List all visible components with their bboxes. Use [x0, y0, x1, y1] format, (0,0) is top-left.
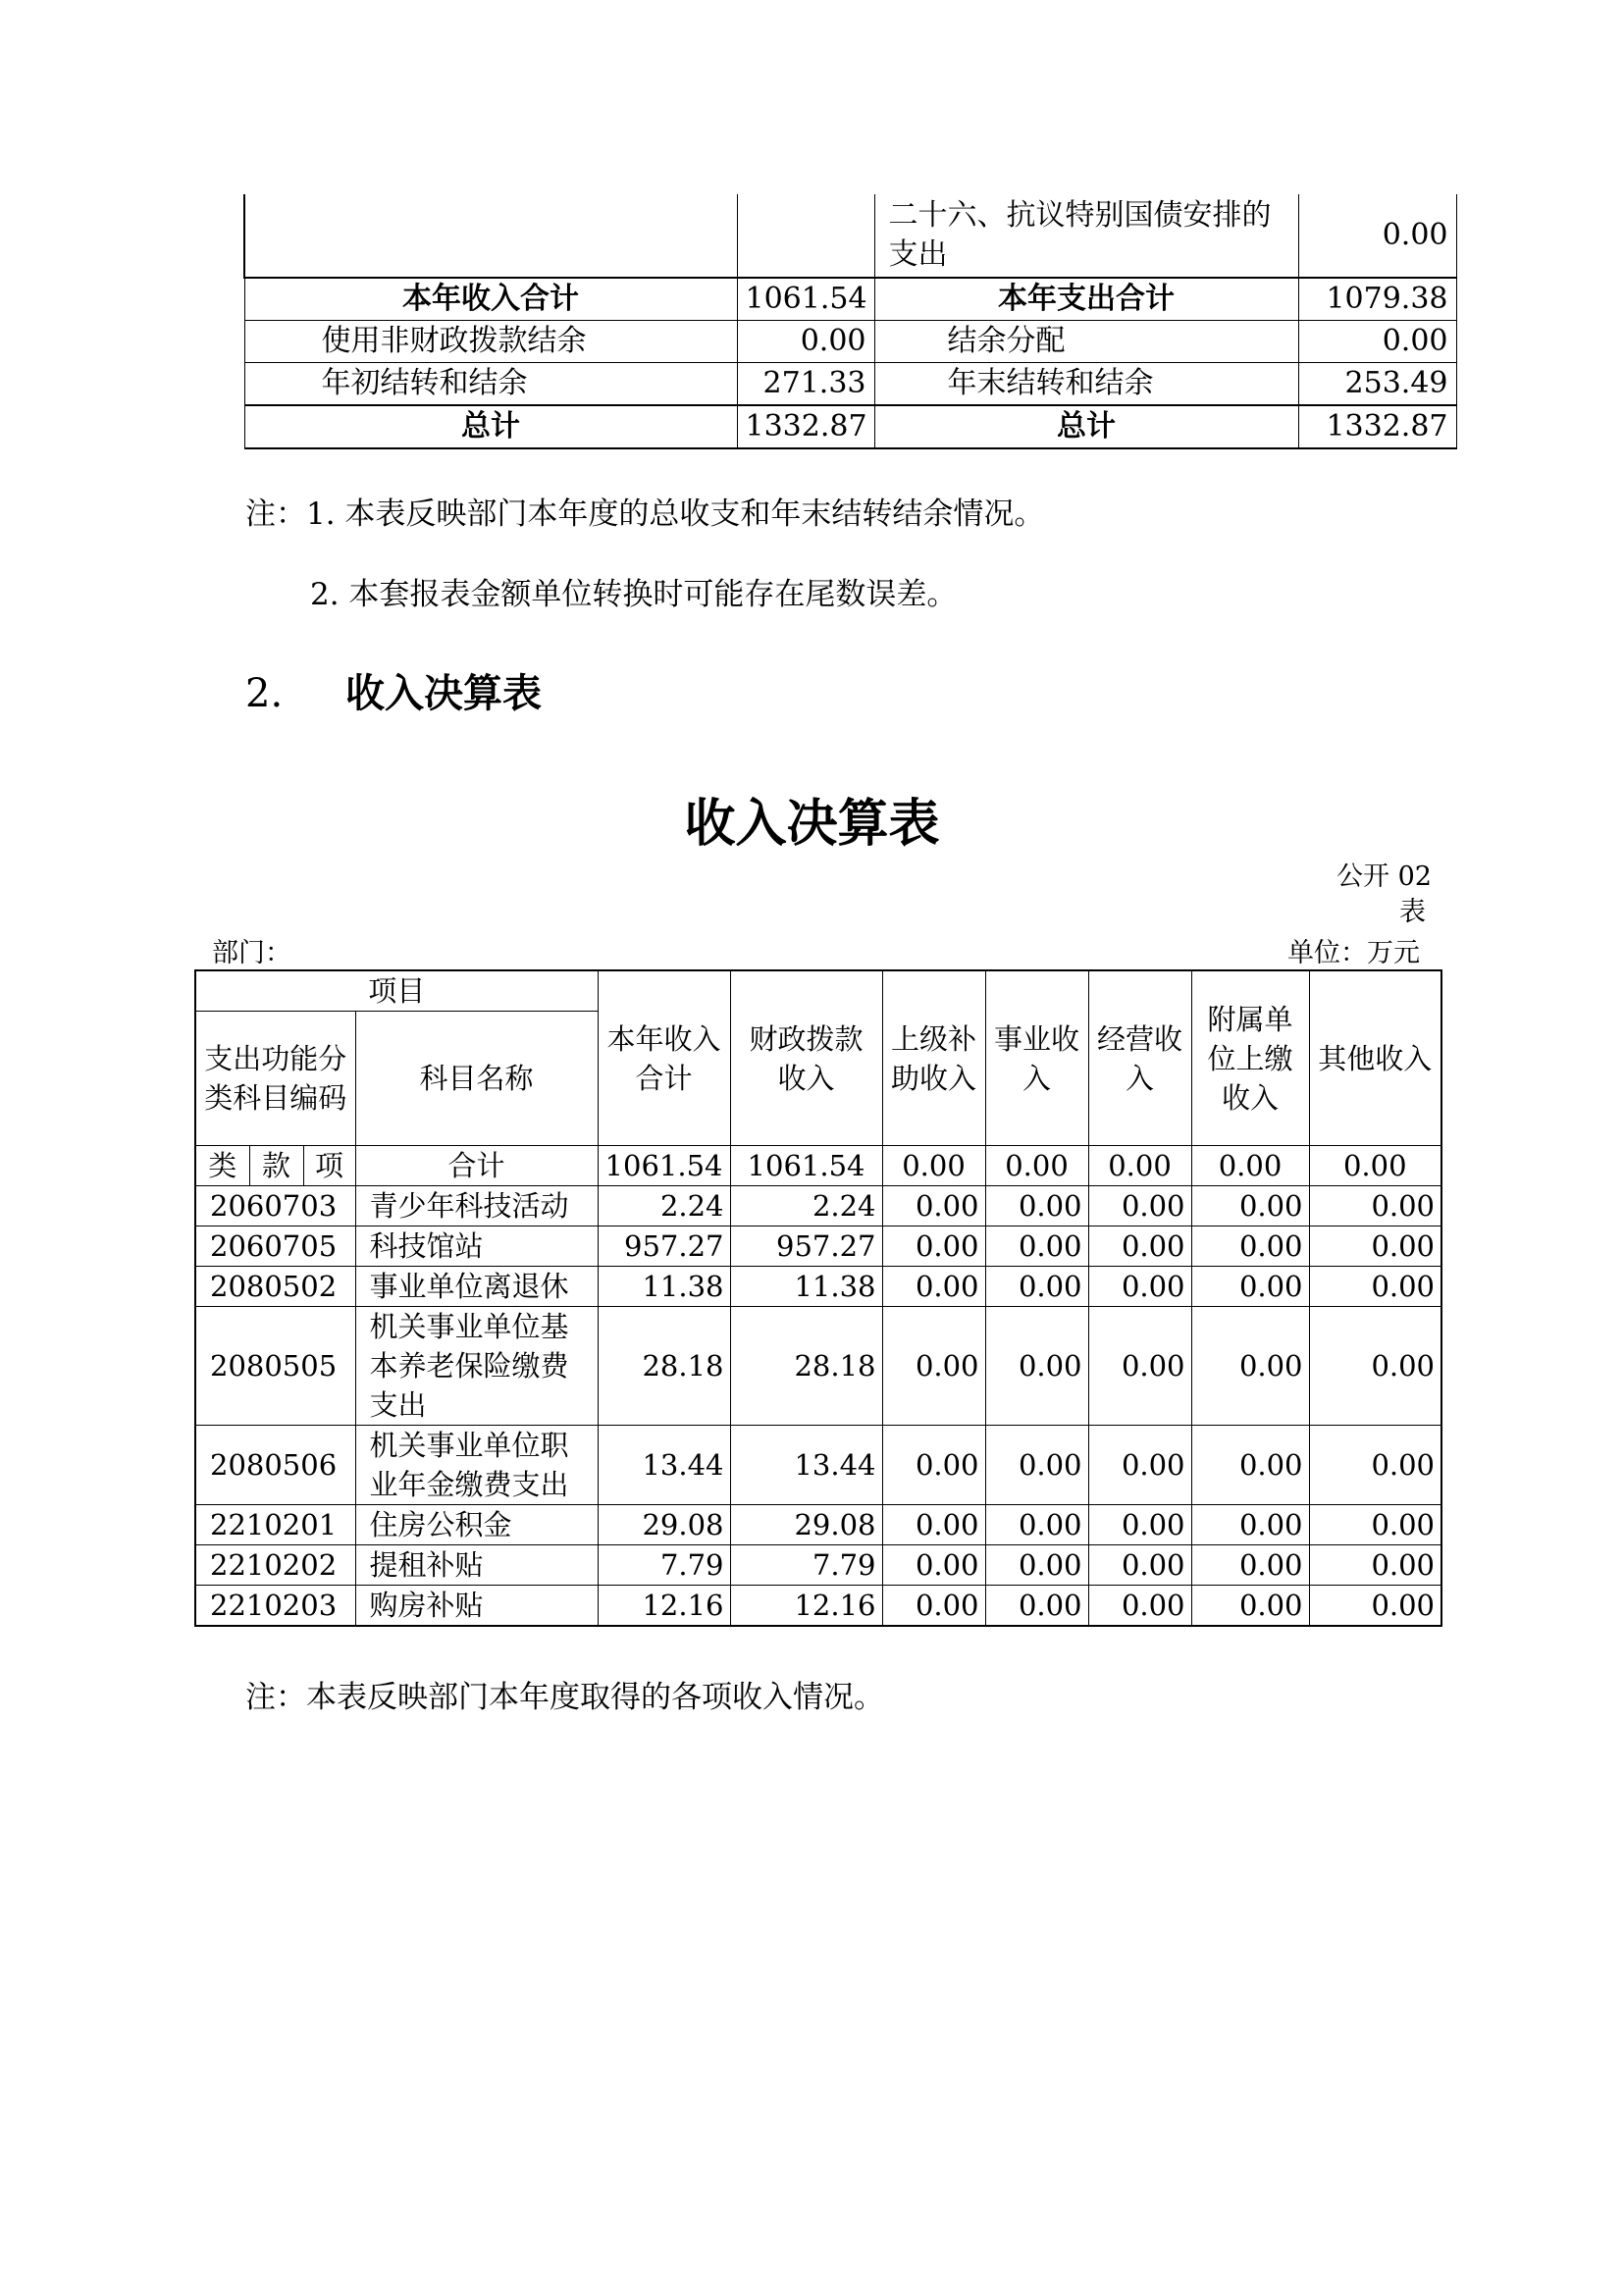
row-value: 0.00	[1088, 1505, 1191, 1545]
table-title: 收入决算表	[684, 794, 940, 854]
row-code: 2210202	[195, 1545, 355, 1586]
summary-right-value: 1332.87	[1298, 405, 1456, 448]
row-value: 0.00	[985, 1426, 1088, 1505]
sum-cell: 0.00	[1309, 1146, 1441, 1186]
row-value: 0.00	[1191, 1426, 1309, 1505]
row-value: 0.00	[985, 1226, 1088, 1267]
header-operating: 经营收入	[1088, 970, 1191, 1146]
row-value: 0.00	[1191, 1186, 1309, 1226]
summary-right-value: 0.00	[1298, 194, 1456, 278]
row-value: 0.00	[1309, 1267, 1441, 1307]
row-value: 957.27	[598, 1226, 730, 1267]
row-value: 0.00	[882, 1267, 985, 1307]
income-row	[195, 1586, 1441, 1627]
row-subject-name: 提租补贴	[355, 1545, 598, 1586]
summary-row	[244, 321, 1456, 363]
row-code: 2210203	[195, 1586, 355, 1627]
note-bottom: 注：本表反映部门本年度取得的各项收入情况。	[245, 1680, 884, 1715]
note-line-1: 注：1. 本表反映部门本年度的总收支和年末结转结余情况。	[245, 496, 1045, 532]
sum-cell: 1061.54	[730, 1146, 882, 1186]
row-value: 0.00	[1088, 1226, 1191, 1267]
row-subject-name: 青少年科技活动	[355, 1186, 598, 1226]
row-value: 2.24	[598, 1186, 730, 1226]
row-subject-name: 科技馆站	[355, 1226, 598, 1267]
row-subject-name: 机关事业单位基本养老保险缴费支出	[355, 1307, 598, 1426]
row-value: 0.00	[1309, 1426, 1441, 1505]
row-subject-name: 住房公积金	[355, 1505, 598, 1545]
income-row	[195, 1426, 1441, 1505]
row-value: 13.44	[730, 1426, 882, 1505]
row-value: 0.00	[985, 1186, 1088, 1226]
row-value: 0.00	[882, 1307, 985, 1426]
summary-row	[244, 405, 1456, 448]
header-business: 事业收入	[985, 970, 1088, 1146]
summary-left-value: 1332.87	[737, 405, 874, 448]
sum-cell: 0.00	[1088, 1146, 1191, 1186]
row-value: 0.00	[1191, 1586, 1309, 1627]
row-value: 0.00	[882, 1545, 985, 1586]
row-subject-name: 机关事业单位职业年金缴费支出	[355, 1426, 598, 1505]
row-subject-name: 事业单位离退休	[355, 1267, 598, 1307]
row-value: 0.00	[1088, 1586, 1191, 1627]
row-value: 0.00	[882, 1426, 985, 1505]
row-value: 0.00	[1309, 1186, 1441, 1226]
row-value: 0.00	[985, 1307, 1088, 1426]
header-fiscal: 财政拨款收入	[730, 970, 882, 1146]
income-row	[195, 1307, 1441, 1426]
row-code: 2080502	[195, 1267, 355, 1307]
row-value: 0.00	[1191, 1267, 1309, 1307]
section-title: 收入决算表	[345, 670, 542, 716]
summary-left-value	[737, 194, 874, 278]
row-value: 28.18	[730, 1307, 882, 1426]
row-value: 0.00	[1191, 1545, 1309, 1586]
row-value: 29.08	[598, 1505, 730, 1545]
row-value: 0.00	[1309, 1226, 1441, 1267]
header-xiang: 项	[303, 1146, 355, 1186]
income-row	[195, 1186, 1441, 1226]
summary-row	[244, 278, 1456, 321]
income-row	[195, 1505, 1441, 1545]
row-value: 0.00	[1088, 1426, 1191, 1505]
header-subject-name: 科目名称	[355, 1012, 598, 1146]
row-value: 0.00	[1088, 1267, 1191, 1307]
row-value: 12.16	[598, 1586, 730, 1627]
row-value: 0.00	[882, 1186, 985, 1226]
summary-right-value: 253.49	[1298, 363, 1456, 406]
income-table	[194, 969, 1442, 1627]
header-sum: 合计	[355, 1146, 598, 1186]
row-code: 2080505	[195, 1307, 355, 1426]
income-row	[195, 1267, 1441, 1307]
row-value: 0.00	[985, 1505, 1088, 1545]
row-code: 2060703	[195, 1186, 355, 1226]
header-lei: 类	[195, 1146, 249, 1186]
table-code-line-2: 表	[1399, 897, 1426, 927]
row-value: 0.00	[1088, 1307, 1191, 1426]
summary-left-value: 0.00	[737, 321, 874, 363]
row-subject-name: 购房补贴	[355, 1586, 598, 1627]
summary-table-body	[244, 194, 1456, 448]
header-kuan: 款	[249, 1146, 303, 1186]
row-value: 11.38	[730, 1267, 882, 1307]
header-total: 本年收入合计	[598, 970, 730, 1146]
row-value: 0.00	[1191, 1307, 1309, 1426]
row-value: 12.16	[730, 1586, 882, 1627]
header-affiliated: 附属单位上缴收入	[1191, 970, 1309, 1146]
unit-label: 单位：万元	[1287, 938, 1420, 968]
table-code-line-1: 公开 02	[1336, 861, 1432, 892]
header-project: 项目	[195, 970, 598, 1012]
summary-row	[244, 363, 1456, 406]
header-row-3	[195, 1146, 1441, 1186]
header-other: 其他收入	[1309, 970, 1441, 1146]
summary-left-label: 本年收入合计	[244, 278, 737, 321]
row-value: 7.79	[598, 1545, 730, 1586]
income-row	[195, 1226, 1441, 1267]
header-func-code: 支出功能分类科目编码	[195, 1012, 355, 1146]
summary-right-value: 1079.38	[1298, 278, 1456, 321]
sum-cell: 1061.54	[598, 1146, 730, 1186]
row-value: 28.18	[598, 1307, 730, 1426]
sum-cell: 0.00	[985, 1146, 1088, 1186]
summary-left-label	[244, 194, 737, 278]
row-value: 0.00	[985, 1545, 1088, 1586]
row-value: 0.00	[1309, 1505, 1441, 1545]
summary-right-label: 年末结转和结余	[874, 363, 1298, 406]
summary-right-label: 二十六、抗议特别国债安排的支出	[874, 194, 1298, 278]
summary-right-value: 0.00	[1298, 321, 1456, 363]
summary-right-label: 结余分配	[874, 321, 1298, 363]
header-row-1	[195, 970, 1441, 1012]
row-value: 0.00	[1309, 1586, 1441, 1627]
row-value: 2.24	[730, 1186, 882, 1226]
row-value: 0.00	[1191, 1226, 1309, 1267]
summary-left-value: 1061.54	[737, 278, 874, 321]
row-value: 0.00	[882, 1586, 985, 1627]
row-value: 0.00	[985, 1267, 1088, 1307]
header-superior: 上级补助收入	[882, 970, 985, 1146]
row-value: 0.00	[1088, 1186, 1191, 1226]
note-line-2: 2. 本套报表金额单位转换时可能存在尾数误差。	[310, 577, 958, 612]
department-label: 部门：	[212, 938, 291, 968]
summary-left-label: 总计	[244, 405, 737, 448]
row-code: 2210201	[195, 1505, 355, 1545]
row-code: 2080506	[195, 1426, 355, 1505]
row-value: 13.44	[598, 1426, 730, 1505]
summary-left-value: 271.33	[737, 363, 874, 406]
income-table-body	[195, 1186, 1441, 1627]
summary-right-label: 本年支出合计	[874, 278, 1298, 321]
row-value: 11.38	[598, 1267, 730, 1307]
row-value: 0.00	[882, 1226, 985, 1267]
row-value: 0.00	[882, 1505, 985, 1545]
row-value: 0.00	[985, 1586, 1088, 1627]
row-value: 957.27	[730, 1226, 882, 1267]
sum-cell: 0.00	[882, 1146, 985, 1186]
row-value: 0.00	[1191, 1505, 1309, 1545]
summary-table	[243, 194, 1457, 449]
summary-row	[244, 194, 1456, 278]
summary-left-label: 年初结转和结余	[244, 363, 737, 406]
sum-cell: 0.00	[1191, 1146, 1309, 1186]
income-row	[195, 1545, 1441, 1586]
section-number: 2.	[245, 671, 284, 716]
row-value: 29.08	[730, 1505, 882, 1545]
row-value: 0.00	[1309, 1307, 1441, 1426]
row-value: 7.79	[730, 1545, 882, 1586]
row-value: 0.00	[1088, 1545, 1191, 1586]
summary-right-label: 总计	[874, 405, 1298, 448]
summary-left-label: 使用非财政拨款结余	[244, 321, 737, 363]
row-value: 0.00	[1309, 1545, 1441, 1586]
row-code: 2060705	[195, 1226, 355, 1267]
